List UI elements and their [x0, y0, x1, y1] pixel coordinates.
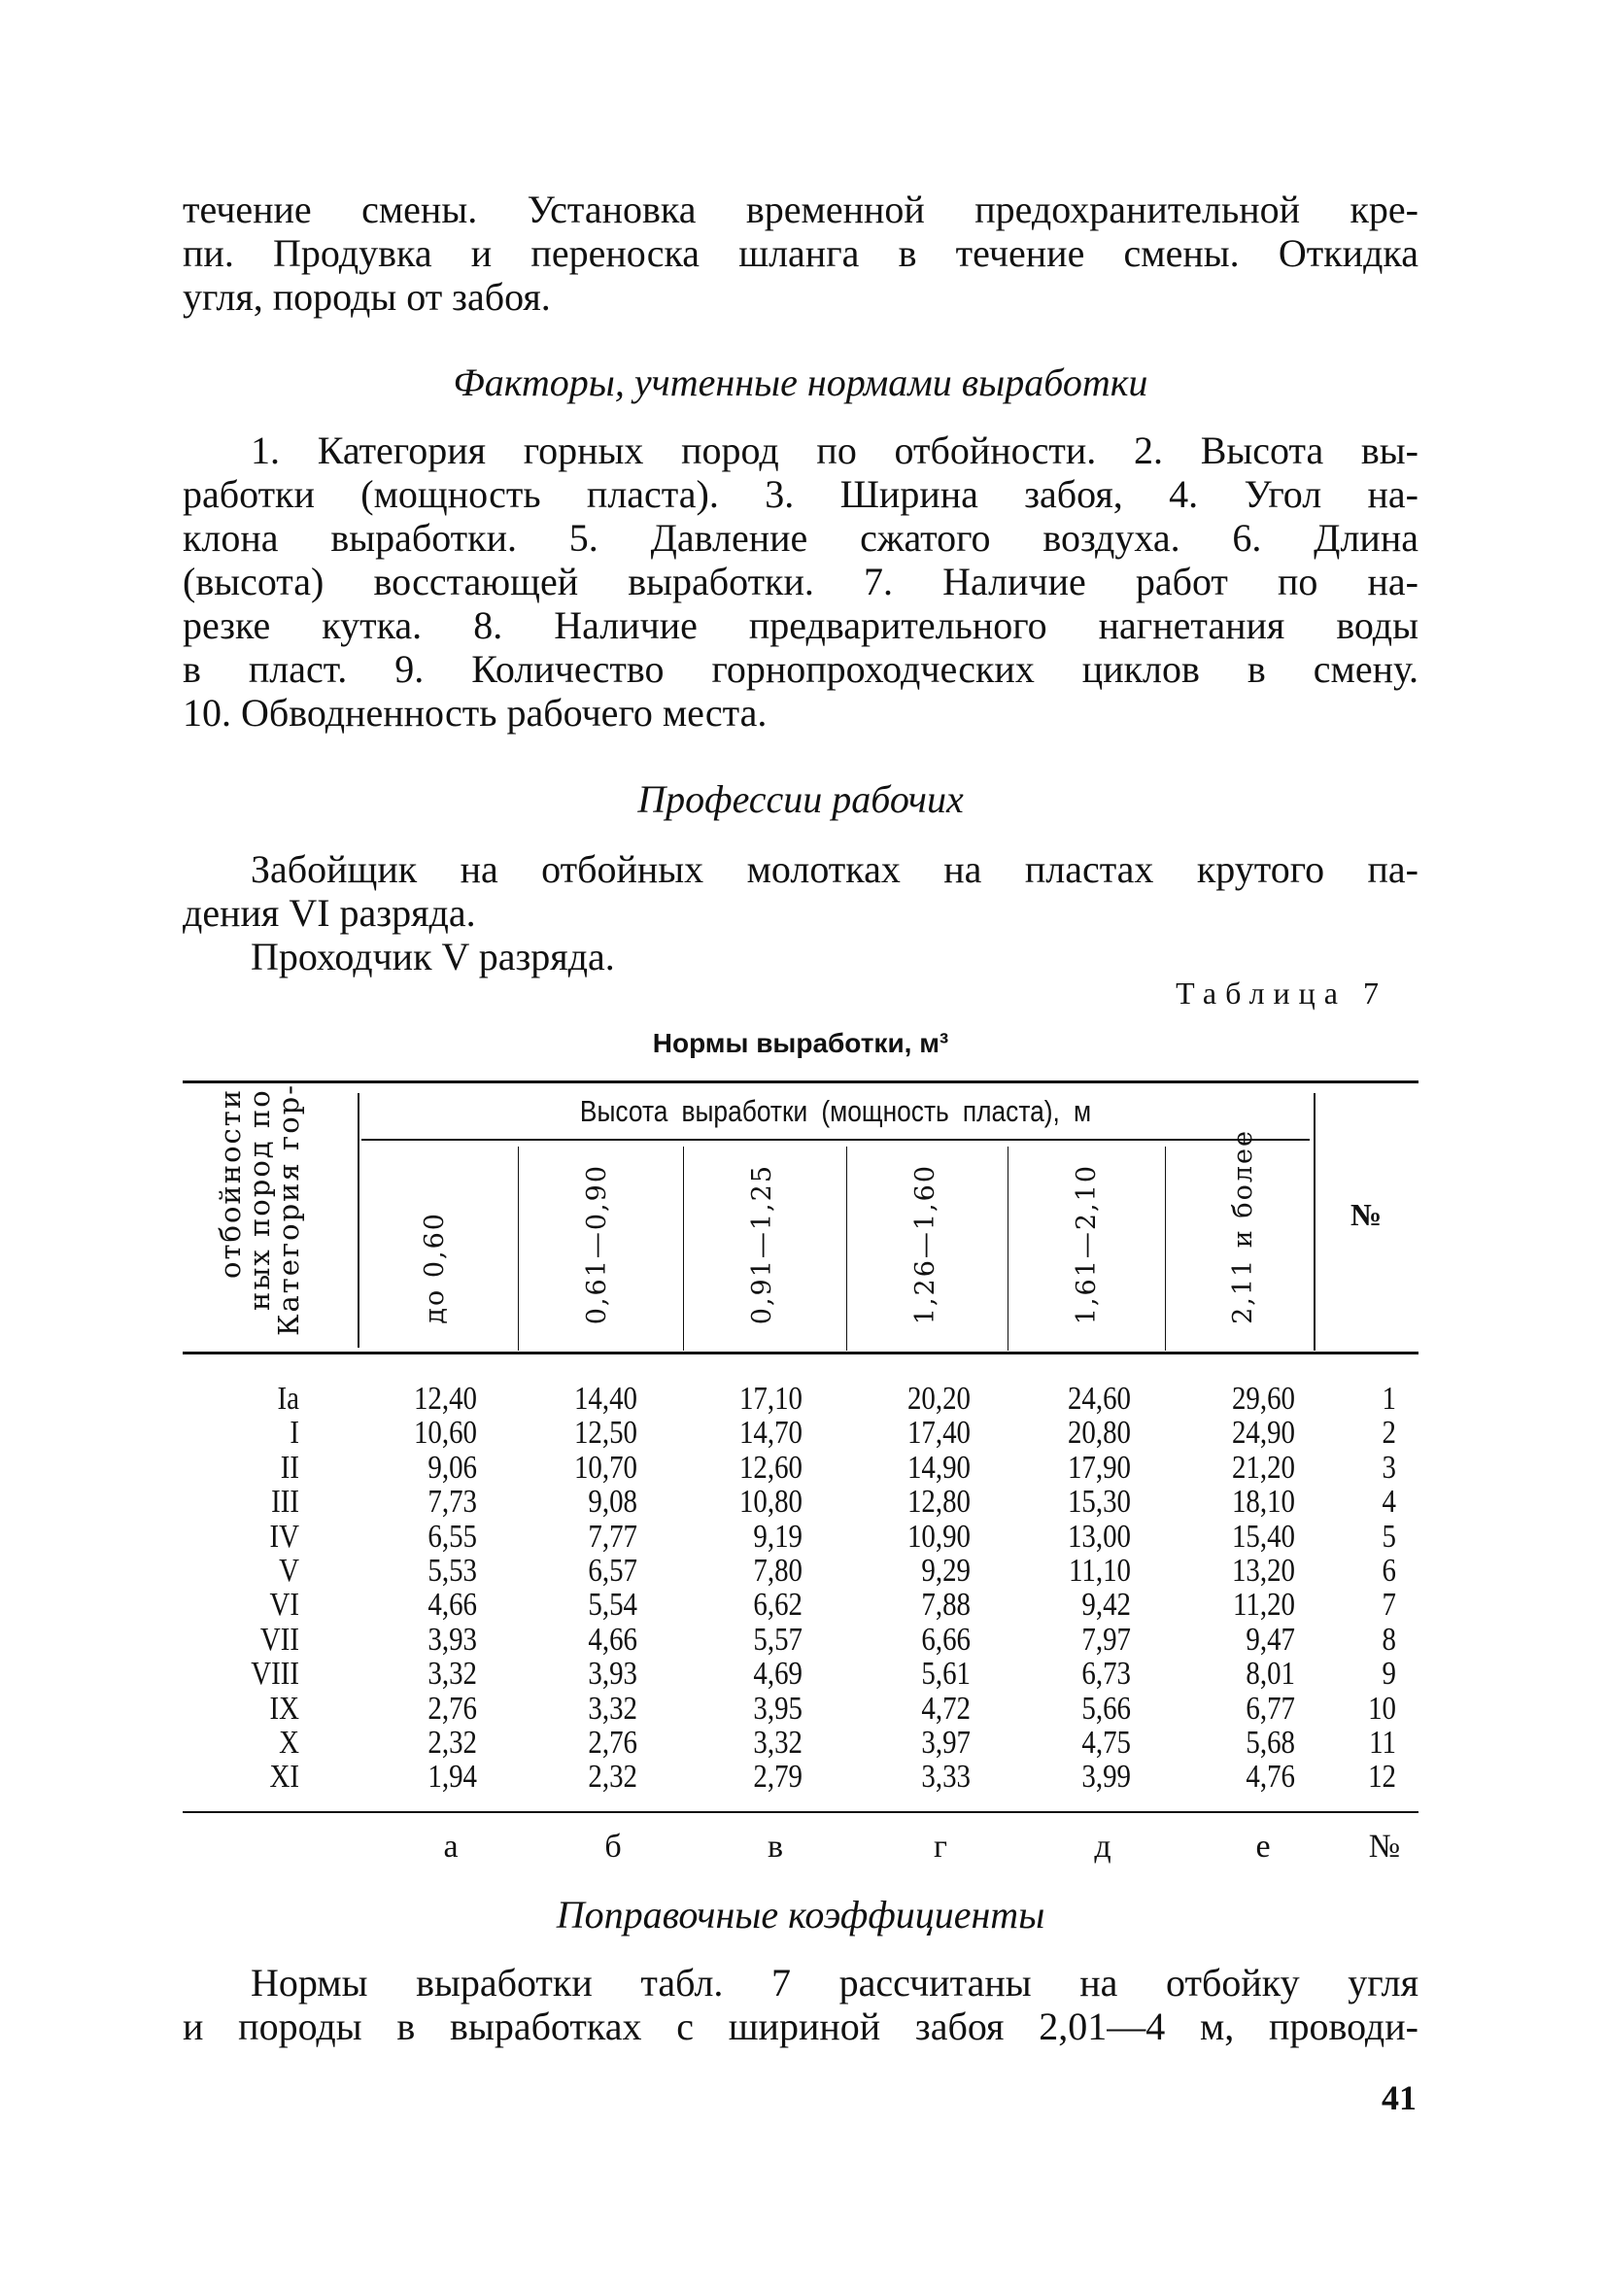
table-cell: 15,30 — [1067, 1484, 1131, 1521]
table-cell: 2,76 — [427, 1690, 477, 1727]
table-cell: V — [279, 1553, 299, 1590]
table-cell: 4 — [1382, 1484, 1396, 1521]
table-cell: VI — [269, 1587, 299, 1624]
table-cell: 4,69 — [753, 1656, 803, 1693]
text-line: клона выработки. 5. Давление сжатого воздуха. 6. Длина — [183, 516, 1418, 560]
table-cell: 5 — [1382, 1518, 1396, 1555]
category-header-line: отбойности — [214, 1088, 247, 1280]
table-cell: 6,55 — [427, 1518, 477, 1555]
table-cell: 11 — [1369, 1725, 1396, 1762]
text-line: Нормы выработки табл. 7 рассчитаны на отбойку угля — [251, 1961, 1418, 2005]
table-cell: 2,79 — [753, 1759, 803, 1796]
text-line: течение смены. Установка временной предохранительной кре- — [183, 188, 1418, 231]
table-cell: VIII — [251, 1656, 299, 1693]
table-cell: 29,60 — [1231, 1381, 1295, 1417]
divider — [518, 1147, 519, 1351]
table-cell: 5,61 — [921, 1656, 971, 1693]
text-line: пи. Продувка и переноска шланга в течение смены. Откидка — [183, 231, 1418, 275]
category-header — [214, 1082, 305, 1336]
table-cell: 9,08 — [588, 1484, 637, 1521]
table-cell: IV — [269, 1518, 299, 1555]
table-cell: II — [280, 1449, 299, 1486]
table-cell: 10 — [1368, 1690, 1396, 1727]
table-cell: 10,80 — [738, 1484, 803, 1521]
table-cell: 6 — [1382, 1553, 1396, 1590]
table-cell: 3,32 — [588, 1690, 637, 1727]
table-cell: 7,88 — [921, 1587, 971, 1624]
text-line: 1. Категория горных пород по отбойности. 2. Высота вы- — [251, 428, 1418, 472]
table-cell: 24,90 — [1231, 1415, 1295, 1452]
table-cell: 3 — [1382, 1449, 1396, 1486]
table-cell: XI — [269, 1759, 299, 1796]
table-cell: 17,10 — [738, 1381, 803, 1417]
table-cell: 11,20 — [1233, 1587, 1295, 1624]
divider — [1165, 1147, 1166, 1351]
group-header-rule — [361, 1139, 1310, 1141]
divider — [846, 1147, 847, 1351]
section-heading: Факторы, учтенные нормами выработки — [453, 360, 1148, 404]
table-cell: IX — [269, 1690, 299, 1727]
table-cell: 3,32 — [427, 1656, 477, 1693]
table-cell: 3,99 — [1081, 1759, 1131, 1796]
column-letter: е — [1255, 1829, 1271, 1865]
table-cell: 2 — [1382, 1415, 1396, 1452]
table-cell: I — [290, 1415, 299, 1452]
group-header: Высота выработки (мощность пласта), м — [579, 1094, 1092, 1128]
table-cell: 7,80 — [753, 1553, 803, 1590]
table-cell: 18,10 — [1231, 1484, 1295, 1521]
table-cell: 9,42 — [1081, 1587, 1131, 1624]
text-line: 10. Обводненность рабочего места. — [183, 691, 768, 735]
table-top-rule — [183, 1080, 1418, 1083]
column-header: 1,61—2,10 — [1072, 1163, 1102, 1324]
table-cell: 5,66 — [1081, 1690, 1131, 1727]
table-cell: 5,54 — [588, 1587, 637, 1624]
text-line: дения VI разряда. — [183, 891, 476, 935]
table-cell: 17,40 — [906, 1415, 971, 1452]
value-column — [538, 1382, 637, 1795]
table-cell: 20,20 — [906, 1381, 971, 1417]
table-cell: 8 — [1382, 1621, 1396, 1658]
table-cell: 14,90 — [906, 1449, 971, 1486]
column-header: 2,11 и более — [1228, 1129, 1258, 1324]
table-cell: 1 — [1382, 1381, 1396, 1417]
text-line: и породы в выработках с шириной забоя 2,01—4 м, проводи- — [183, 2005, 1418, 2048]
text-line: в пласт. 9. Количество горнопроходческих циклов в смену. — [183, 647, 1418, 691]
divider — [683, 1147, 684, 1351]
table-cell: 20,80 — [1067, 1415, 1131, 1452]
text-line: резке кутка. 8. Наличие предварительного нагнетания воды — [183, 603, 1418, 647]
column-letter: д — [1094, 1829, 1111, 1865]
table-cell: 3,32 — [753, 1725, 803, 1762]
text-line: Забойщик на отбойных молотках на пластах крутого па- — [251, 847, 1418, 891]
divider — [1314, 1093, 1316, 1351]
table-cell: 9,06 — [427, 1449, 477, 1486]
section-heading: Профессии рабочих — [637, 777, 964, 821]
column-header: 0,91—1,25 — [747, 1163, 777, 1324]
value-column — [871, 1382, 971, 1795]
table-cell: 6,62 — [753, 1587, 803, 1624]
column-header: до 0,60 — [420, 1212, 450, 1324]
table-cell: 9,19 — [753, 1518, 803, 1555]
number-header: № — [1350, 1197, 1383, 1232]
table-cell: 12,80 — [906, 1484, 971, 1521]
table-cell: 10,60 — [413, 1415, 477, 1452]
value-column — [1032, 1382, 1131, 1795]
value-column — [703, 1382, 803, 1795]
table-cell: 6,66 — [921, 1621, 971, 1658]
value-column — [378, 1382, 477, 1795]
text-line: Проходчик V разряда. — [251, 935, 615, 978]
table-cell: 4,76 — [1246, 1759, 1295, 1796]
table-cell: 7,77 — [588, 1518, 637, 1555]
table-cell: 7 — [1382, 1587, 1396, 1624]
table-cell: 14,70 — [738, 1415, 803, 1452]
table-cell: 21,20 — [1231, 1449, 1295, 1486]
table-cell: 4,66 — [427, 1587, 477, 1624]
table-cell: 2,76 — [588, 1725, 637, 1762]
table-cell: 6,73 — [1081, 1656, 1131, 1693]
table-cell: 6,77 — [1246, 1690, 1295, 1727]
value-column — [1196, 1382, 1295, 1795]
column-letter: г — [934, 1829, 947, 1865]
table-cell: 2,32 — [588, 1759, 637, 1796]
table-cell: 14,40 — [573, 1381, 637, 1417]
table-cell: 15,40 — [1231, 1518, 1295, 1555]
table-cell: 1,94 — [427, 1759, 477, 1796]
table-cell: 12,40 — [413, 1381, 477, 1417]
table-cell: 4,66 — [588, 1621, 637, 1658]
table-cell: 5,53 — [427, 1553, 477, 1590]
letters-number: № — [1368, 1829, 1401, 1865]
table-cell: 3,93 — [427, 1621, 477, 1658]
table-cell: 13,20 — [1231, 1553, 1295, 1590]
row-number-column — [1297, 1382, 1396, 1795]
table-cell: 12,60 — [738, 1449, 803, 1486]
divider — [358, 1093, 359, 1348]
column-letter: а — [443, 1829, 459, 1865]
table-cell: 10,70 — [573, 1449, 637, 1486]
category-header-line: ных пород по — [243, 1088, 276, 1311]
table-cell: 7,73 — [427, 1484, 477, 1521]
page-number: 41 — [1382, 2078, 1417, 2117]
table-cell: 8,01 — [1246, 1656, 1295, 1693]
section-heading: Поправочные коэффициенты — [556, 1893, 1045, 1936]
table-cell: 9,47 — [1246, 1621, 1295, 1658]
table-cell: 5,57 — [753, 1621, 803, 1658]
table-cell: 4,72 — [921, 1690, 971, 1727]
table-cell: III — [271, 1484, 299, 1521]
table-cell: 2,32 — [427, 1725, 477, 1762]
column-header: 0,61—0,90 — [582, 1163, 612, 1324]
table-cell: 3,33 — [921, 1759, 971, 1796]
table-cell: VII — [259, 1621, 299, 1658]
column-letter: в — [767, 1829, 784, 1865]
category-header-line: Категория гор- — [272, 1082, 305, 1336]
text-line: угля, породы от забоя. — [183, 275, 551, 319]
table-cell: 12,50 — [573, 1415, 637, 1452]
text-line: работки (мощность пласта). 3. Ширина забоя, 4. Угол на- — [183, 472, 1418, 516]
column-header: 1,26—1,60 — [910, 1163, 940, 1324]
table-cell: 13,00 — [1067, 1518, 1131, 1555]
column-letter: б — [604, 1829, 622, 1865]
table-cell: 12 — [1368, 1759, 1396, 1796]
table-label: Таблица 7 — [1176, 976, 1387, 1011]
table-bottom-rule — [183, 1811, 1418, 1813]
table-cell: 9,29 — [921, 1553, 971, 1590]
table-cell: 10,90 — [906, 1518, 971, 1555]
table-cell: 5,68 — [1246, 1725, 1295, 1762]
table-cell: Ia — [277, 1381, 299, 1417]
table-title: Нормы выработки, м³ — [652, 1028, 949, 1058]
table-cell: 3,93 — [588, 1656, 637, 1693]
table-cell: 4,75 — [1081, 1725, 1131, 1762]
category-column — [200, 1382, 299, 1795]
header-bottom-rule — [183, 1352, 1418, 1354]
table-cell: X — [279, 1725, 299, 1762]
table-cell: 9 — [1382, 1656, 1396, 1693]
table-cell: 17,90 — [1067, 1449, 1131, 1486]
table-cell: 11,10 — [1069, 1553, 1131, 1590]
table-cell: 7,97 — [1081, 1621, 1131, 1658]
table-cell: 3,97 — [921, 1725, 971, 1762]
table-cell: 6,57 — [588, 1553, 637, 1590]
text-line: (высота) восстающей выработки. 7. Наличие работ по на- — [183, 560, 1418, 603]
table-cell: 24,60 — [1067, 1381, 1131, 1417]
table-cell: 3,95 — [753, 1690, 803, 1727]
